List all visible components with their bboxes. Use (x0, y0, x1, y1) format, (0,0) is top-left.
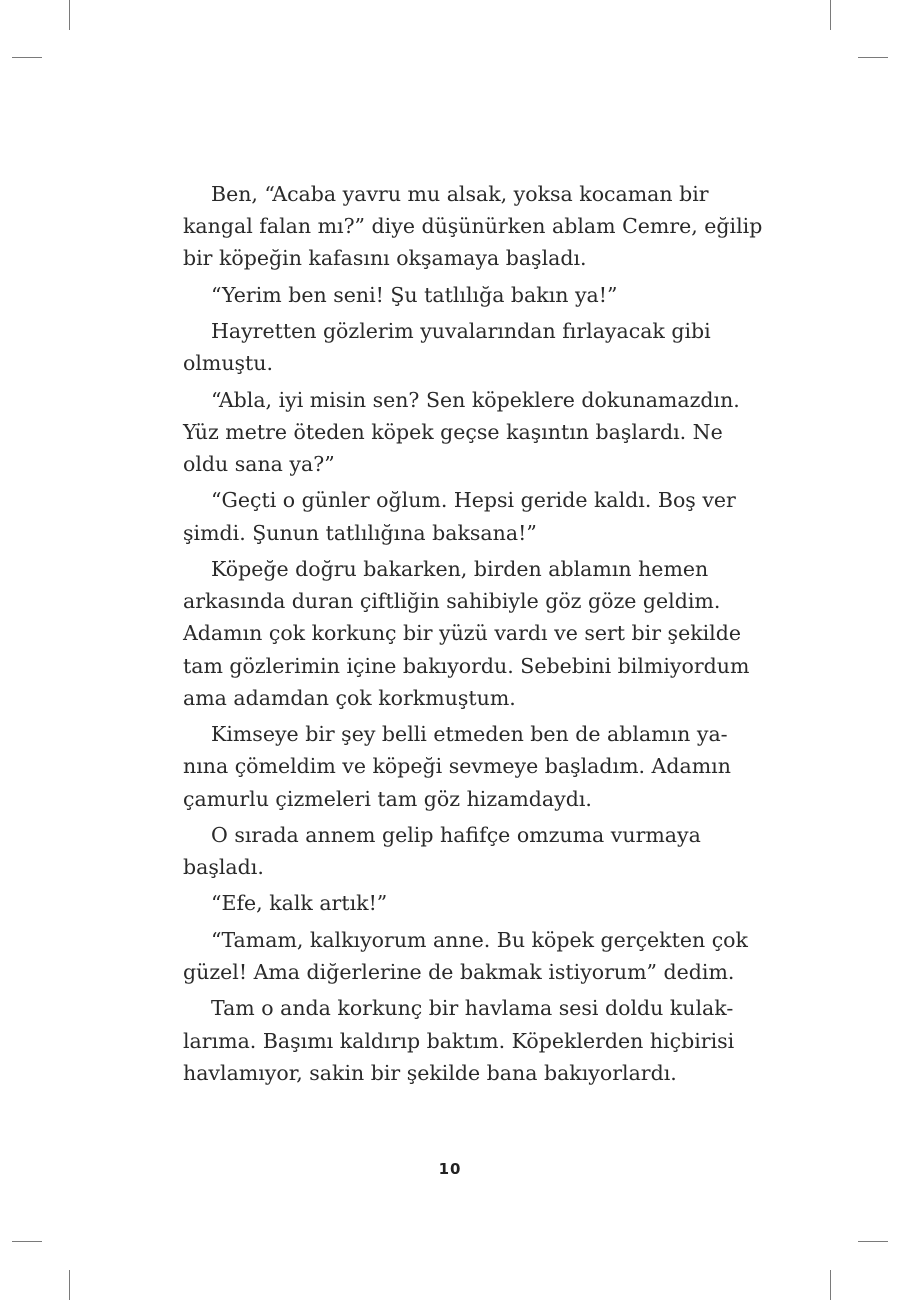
text-line: “Efe, kalk artık!” (211, 891, 388, 916)
paragraph (183, 992, 735, 1089)
text-line: “Tamam, kalkıyorum anne. Bu köpek gerçekten çok (211, 927, 748, 952)
paragraph (183, 718, 731, 815)
text-line: nına çömeldim ve köpeği sevmeye başladım. Adamın (183, 754, 731, 779)
text-line: havlamıyor, sakin bir şekilde bana bakıyorlardı. (183, 1060, 677, 1085)
text-line: “Abla, iyi misin sen? Sen köpeklere dokunamazdın. (211, 387, 740, 412)
paragraph (183, 819, 701, 883)
crop-mark-top-left-horizontal (12, 57, 42, 58)
text-line: oldu sana ya?” (183, 452, 335, 477)
text-line: Tam o anda korkunç bir havlama sesi doldu kulak- (211, 996, 734, 1021)
paragraph (183, 553, 750, 714)
crop-mark-top-left-vertical (69, 0, 70, 30)
paragraph (183, 887, 680, 919)
text-line: çamurlu çizmeleri tam göz hizamdaydı. (183, 786, 592, 811)
paragraph (183, 484, 736, 548)
text-line: ama adamdan çok korkmuştum. (183, 685, 516, 710)
text-line: güzel! Ama diğerlerine de bakmak istiyorum” dedim. (183, 960, 735, 984)
crop-mark-bottom-left-horizontal (12, 1241, 42, 1242)
text-line: O sırada annem gelip hafifçe omzuma vurmaya (211, 822, 701, 847)
text-line: Köpeğe doğru bakarken, birden ablamın hemen (211, 557, 709, 581)
text-line: Ben, “Acaba yavru mu alsak, yoksa kocaman bir (211, 182, 709, 206)
paragraph (183, 924, 748, 988)
crop-mark-bottom-left-vertical (69, 1270, 70, 1300)
crop-mark-bottom-right-vertical (830, 1270, 831, 1300)
text-line: bir köpeğin kafasını okşamaya başladı. (183, 246, 587, 271)
text-line: larıma. Başımı kaldırıp baktım. Köpeklerden hiçbirisi (183, 1028, 735, 1053)
text-line: başladı. (183, 855, 264, 880)
page-number: 10 (438, 1160, 462, 1178)
text-line: olmuştu. (183, 351, 274, 376)
paragraph (183, 178, 763, 275)
text-line: şimdi. Şunun tatlılığına baksana!” (183, 520, 537, 545)
text-line: “Yerim ben seni! Şu tatlılığa bakın ya!” (211, 282, 618, 307)
crop-mark-top-right-horizontal (858, 57, 888, 58)
crop-mark-bottom-right-horizontal (858, 1241, 888, 1242)
body-text (183, 178, 763, 1093)
text-line: tam gözlerimin içine bakıyordu. Sebebini bilmiyordum (183, 653, 750, 678)
paragraph (183, 384, 740, 481)
text-line: Yüz metre öteden köpek geçse kaşıntın başlardı. Ne (183, 419, 723, 444)
paragraph (183, 315, 711, 379)
text-line: arkasında duran çiftliğin sahibiyle göz göze geldim. (183, 589, 721, 614)
text-line: Kimseye bir şey belli etmeden ben de ablamın ya- (211, 722, 728, 747)
paragraph (183, 279, 680, 311)
text-line: kangal falan mı?” diye düşünürken ablam Cemre, eğilip (183, 214, 763, 239)
text-line: Hayretten gözlerim yuvalarından fırlayacak gibi (211, 319, 711, 344)
crop-mark-top-right-vertical (830, 0, 831, 30)
text-line: “Geçti o günler oğlum. Hepsi geride kaldı. Boş ver (211, 488, 736, 513)
text-line: Adamın çok korkunç bir yüzü vardı ve sert bir şekilde (183, 621, 741, 646)
